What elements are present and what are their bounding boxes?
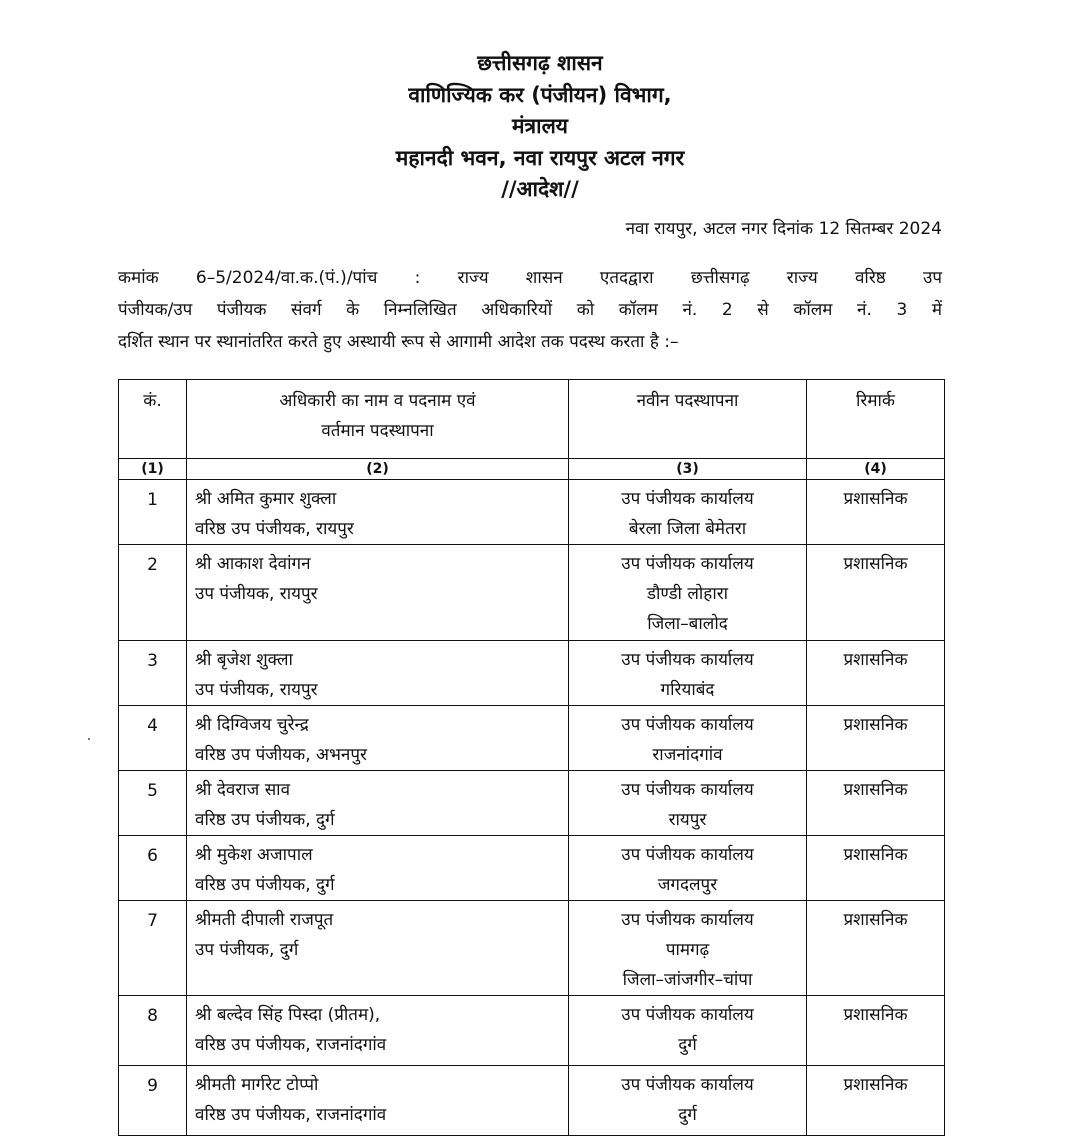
column-number-1: (1) (119, 459, 187, 480)
posting-line-1: उप पंजीयक कार्यालय (621, 1075, 754, 1095)
table-row (119, 641, 945, 706)
table-row (119, 480, 945, 545)
header-officer (187, 380, 569, 459)
table-row (119, 545, 945, 641)
posting-line-2: दुर्ग (678, 1105, 697, 1125)
table-header-row (119, 380, 945, 459)
department-title: वाणिज्यिक कर (पंजीयन) विभाग, (408, 82, 672, 107)
scan-speck (88, 738, 90, 740)
officer-cell (187, 836, 569, 901)
officer-cell (187, 901, 569, 996)
header-officer-line-1: अधिकारी का नाम व पदनाम एवं (279, 391, 476, 411)
posting-line-2: गरियाबंद (660, 680, 715, 700)
officer-name: श्री बृजेश शुक्ला (195, 650, 293, 670)
posting-line-2: पामगढ़ (665, 940, 710, 960)
remark-cell: प्रशासनिक (807, 901, 945, 996)
paragraph-line-3: दर्शित स्थान पर स्थानांतरित करते हुए अस्थायी रूप से आगामी आदेश तक पदस्थ करता है :– (118, 332, 679, 352)
document-header (0, 48, 1080, 206)
posting-line-3: जिला–बालोद (647, 614, 728, 634)
posting-line-2: रायपुर (668, 810, 707, 830)
column-number-2: (2) (187, 459, 569, 480)
new-posting-cell (569, 771, 807, 836)
header-serial: कं. (119, 380, 187, 459)
column-number-3: (3) (569, 459, 807, 480)
posting-line-1: उप पंजीयक कार्यालय (621, 489, 754, 509)
officer-name: श्रीमती दीपाली राजपूत (195, 910, 334, 930)
posting-line-1: उप पंजीयक कार्यालय (621, 715, 754, 735)
officer-cell (187, 545, 569, 641)
serial-number: 1 (119, 480, 187, 545)
officer-designation: वरिष्ठ उप पंजीयक, राजनांदगांव (195, 1035, 387, 1055)
serial-number: 4 (119, 706, 187, 771)
header-officer-line-2: वर्तमान पदस्थापना (321, 421, 434, 441)
posting-line-1: उप पंजीयक कार्यालय (621, 1005, 754, 1025)
officer-cell (187, 706, 569, 771)
paragraph-line-1: कमांक 6–5/2024/वा.क.(पं.)/पांच : राज्य शासन एतदद्वारा छत्तीसगढ़ राज्य वरिष्ठ उप (118, 268, 942, 288)
new-posting-cell (569, 901, 807, 996)
table-row (119, 1066, 945, 1136)
officer-designation: वरिष्ठ उप पंजीयक, रायपुर (195, 519, 354, 539)
ministry-title: मंत्रालय (511, 114, 568, 138)
column-number-row (119, 459, 945, 480)
government-title: छत्तीसगढ़ शासन (477, 51, 603, 75)
posting-line-1: उप पंजीयक कार्यालय (621, 780, 754, 800)
posting-line-1: उप पंजीयक कार्यालय (621, 554, 754, 574)
remark-cell: प्रशासनिक (807, 706, 945, 771)
posting-line-2: दुर्ग (678, 1035, 697, 1055)
officer-cell (187, 996, 569, 1066)
posting-line-3: जिला–जांजगीर–चांपा (622, 970, 753, 990)
serial-number: 8 (119, 996, 187, 1066)
remark-cell: प्रशासनिक (807, 996, 945, 1066)
remark-cell: प्रशासनिक (807, 1066, 945, 1136)
officer-designation: वरिष्ठ उप पंजीयक, अभनपुर (195, 745, 367, 765)
column-number-4: (4) (807, 459, 945, 480)
table-row (119, 836, 945, 901)
order-paragraph (118, 262, 942, 358)
new-posting-cell (569, 545, 807, 641)
table-row (119, 901, 945, 996)
remark-cell: प्रशासनिक (807, 836, 945, 901)
officer-name: श्री देवराज साव (195, 780, 291, 800)
new-posting-cell (569, 480, 807, 545)
table-row (119, 771, 945, 836)
transfer-table (118, 379, 945, 1136)
posting-line-2: डौण्डी लोहारा (646, 584, 729, 604)
table-row (119, 706, 945, 771)
officer-name: श्रीमती मार्गरेट टोप्पो (195, 1075, 319, 1095)
remark-cell: प्रशासनिक (807, 641, 945, 706)
remark-cell: प्रशासनिक (807, 480, 945, 545)
officer-name: श्री मुकेश अजापाल (195, 845, 313, 865)
officer-cell (187, 480, 569, 545)
new-posting-cell (569, 836, 807, 901)
officer-cell (187, 1066, 569, 1136)
serial-number: 9 (119, 1066, 187, 1136)
posting-line-2: जगदलपुर (657, 875, 718, 895)
header-remark: रिमार्क (807, 380, 945, 459)
serial-number: 2 (119, 545, 187, 641)
officer-designation: उप पंजीयक, दुर्ग (195, 940, 299, 960)
officer-name: श्री दिग्विजय चुरेन्द्र (195, 715, 309, 735)
new-posting-cell (569, 996, 807, 1066)
order-heading: //आदेश// (501, 177, 579, 201)
officer-designation: उप पंजीयक, रायपुर (195, 584, 318, 604)
serial-number: 5 (119, 771, 187, 836)
header-new-posting: नवीन पदस्थापना (569, 380, 807, 459)
paragraph-line-2: पंजीयक/उप पंजीयक संवर्ग के निम्नलिखित अधिकारियों को कॉलम नं. 2 से कॉलम नं. 3 में (118, 300, 942, 320)
remark-cell: प्रशासनिक (807, 545, 945, 641)
officer-designation: वरिष्ठ उप पंजीयक, दुर्ग (195, 810, 335, 830)
remark-cell: प्रशासनिक (807, 771, 945, 836)
officer-name: श्री आकाश देवांगन (195, 554, 311, 574)
officer-cell (187, 641, 569, 706)
table-row (119, 996, 945, 1066)
officer-designation: वरिष्ठ उप पंजीयक, दुर्ग (195, 875, 335, 895)
officer-name: श्री अमित कुमार शुक्ला (195, 489, 337, 509)
posting-line-1: उप पंजीयक कार्यालय (621, 650, 754, 670)
officer-cell (187, 771, 569, 836)
new-posting-cell (569, 706, 807, 771)
officer-designation: उप पंजीयक, रायपुर (195, 680, 318, 700)
serial-number: 7 (119, 901, 187, 996)
posting-line-1: उप पंजीयक कार्यालय (621, 910, 754, 930)
officer-name: श्री बल्देव सिंह पिस्दा (प्रीतम), (195, 1005, 381, 1025)
date-line: नवा रायपुर, अटल नगर दिनांक 12 सितम्बर 2024 (625, 219, 942, 239)
serial-number: 3 (119, 641, 187, 706)
address-line: महानदी भवन, नवा रायपुर अटल नगर (395, 145, 685, 170)
posting-line-2: बेरला जिला बेमेतरा (628, 519, 747, 539)
new-posting-cell (569, 1066, 807, 1136)
posting-line-1: उप पंजीयक कार्यालय (621, 845, 754, 865)
new-posting-cell (569, 641, 807, 706)
posting-line-2: राजनांदगांव (652, 745, 723, 765)
officer-designation: वरिष्ठ उप पंजीयक, राजनांदगांव (195, 1105, 387, 1125)
serial-number: 6 (119, 836, 187, 901)
